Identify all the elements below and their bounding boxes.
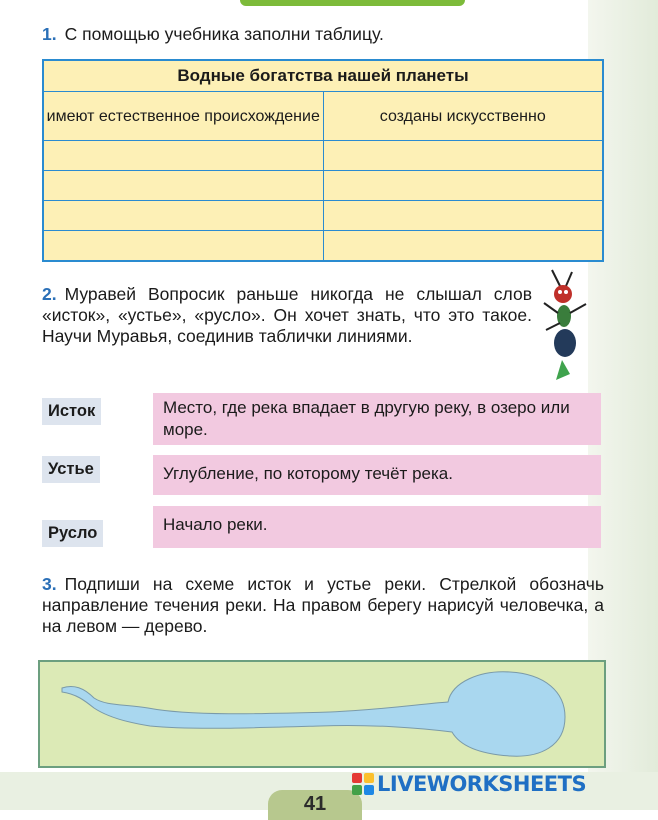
- river-drawing: [40, 662, 604, 766]
- table-cell[interactable]: [43, 201, 323, 231]
- table-title: Водные богатства нашей планеты: [43, 60, 603, 92]
- task-3-text: Подпиши на схеме исток и устье реки. Стрелкой обозначь направление течения реки. На правом берегу нарисуй человечка, а на левом — дерево.: [42, 574, 604, 636]
- ant-icon: [540, 268, 590, 388]
- brand-text: LIVEWORKSHEETS: [377, 772, 587, 796]
- term-ruslo[interactable]: Русло: [42, 520, 103, 547]
- header-band: [240, 0, 465, 6]
- task-1-text: С помощью учебника заполни таблицу.: [64, 24, 384, 44]
- term-ustye[interactable]: Устье: [42, 456, 100, 483]
- liveworksheets-logo-icon: [352, 773, 374, 795]
- table-cell[interactable]: [43, 171, 323, 201]
- task-2-number: 2.: [42, 284, 57, 304]
- term-istok[interactable]: Исток: [42, 398, 101, 425]
- definition-riverbed[interactable]: Углубление, по которому течёт река.: [153, 455, 601, 495]
- liveworksheets-brand[interactable]: [352, 770, 586, 798]
- table-cell[interactable]: [323, 171, 603, 201]
- task-3-number: 3.: [42, 574, 57, 594]
- table-cell[interactable]: [323, 201, 603, 231]
- water-resources-table: [42, 59, 604, 262]
- definition-source[interactable]: Начало реки.: [153, 506, 601, 548]
- definition-mouth[interactable]: Место, где река впадает в другую реку, в озеро или море.: [153, 393, 601, 445]
- table-header-artificial: созданы искусственно: [323, 92, 603, 141]
- table-cell[interactable]: [323, 231, 603, 262]
- task-3: [42, 574, 604, 637]
- table-cell[interactable]: [43, 231, 323, 262]
- task-1: [42, 24, 384, 45]
- task-2: [42, 284, 532, 347]
- table-header-natural: имеют естественное происхождение: [43, 92, 323, 141]
- table-cell[interactable]: [323, 141, 603, 171]
- page-number: 41: [268, 790, 362, 820]
- table-cell[interactable]: [43, 141, 323, 171]
- task-2-text: Муравей Вопросик раньше никогда не слышал слов «исток», «устье», «русло». Он хочет знать, что это такое. Научи Муравья, соединив таблички линиями.: [42, 284, 532, 346]
- task-1-number: 1.: [42, 24, 57, 44]
- river-scheme[interactable]: [38, 660, 606, 768]
